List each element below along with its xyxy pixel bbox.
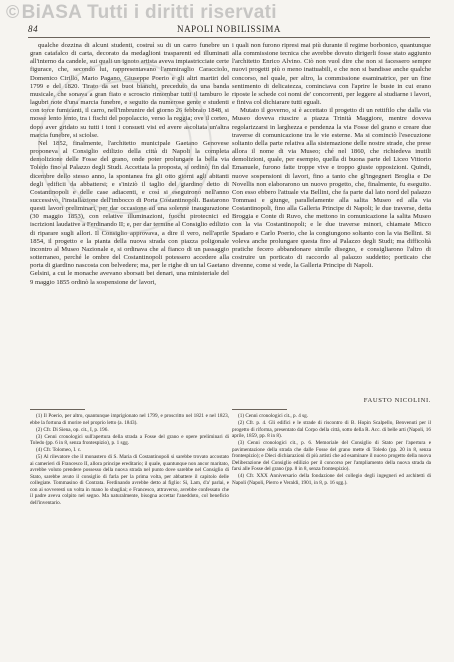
- author-signature: FAUSTO NICOLINI.: [363, 397, 431, 404]
- footnote: (3) Cenni cronologici sull'apertura della strada a Fosse del grano e opere preliminari di Toledo (pp. 6 in 8, senza frontespizio), p. 1 sgg.: [30, 433, 229, 446]
- paragraph: Mutato il governo, si è accettato il progetto di un rettifilo che dalla via Museo doveva riuscire a piazza Trinità Maggiore, mentre doveva regolarizzarsi in larghezza e pendenza la via Fosse del grano e creare due traverse di comunicazione tra le vie esterne. Ma si cominciò l'esecuzione soltanto della parte relativa alla sistemazione delle nostre strade, che prese allora il nome di via Museo; ché nel 1860, che richiedeva inutili demolizioni, quale, per esempio, quella di buona parte del Liceo Vittorio Emanuele, furono fatte troppe vive e troppo giuste opposizioni. Quindi, nuove sospensioni di lavori, fino a tanto che gl'ingegneri Broglia e De Novellis non elaborarono un nuovo progetto, che, finalmente, fu eseguito. Con esso ebbero l'attuale via Bellini, che fa parte dal lato nord del palazzo Tommasi e giunge, parallelamente alla salita Museo ed alla via Costantinopoli, fino alla Galleria Principe di Napoli; le due traverse, detta Broggia e Conte di Ruvo, che mettono in comunicazione la salita Museo con la via Costantinopoli; e le due traverse minori, chiamate Micco Spadaro e Carlo Poerio, che la congiungono soltanto con la via Bellini. Si voleva anche prolungare questa fino al Palazzo degli Studi; ma difficoltà pratiche fecero abbandonare simile disegno, e consigliarono l'altro di costruire un porticato di raccordo al palazzo suddetto; porticato che divenne, come si vede, la Galleria Principe di Napoli.: [232, 107, 431, 270]
- footnote: (2) Cfr. Di Siena, op. cit., I, p. 196.: [36, 426, 109, 433]
- footnote: (1) Il Poerio, per altro, quantunque imprigionato nel 1799, e proscritto nel 1821 e nel 1823, ebbe la fortuna di morire nel proprio letto (a. 1843).: [30, 413, 229, 426]
- footnote-rule: [232, 409, 287, 410]
- watermark: [6, 2, 277, 24]
- footnote: (4) Cfr. Tolomeo, I. c.: [36, 447, 82, 453]
- watermark-seal-inner: [58, 80, 192, 214]
- footnote: (3) Cenni cronologici cit., p. 6. Memoriale del Consiglio di Stato per l'apertura e pavimentazione della strada che dalle Fosse del grano mette di Toledo (pp. 20 in 8, senza frontespizio); e Dieci dichiarazioni di più artisti che ad esaminare il nuovo progetto della nuova Deliberazione del Consiglio edilizio per il concorso per l'ampliamento della nuova strada da farsi alle Fosse del grano (pp. 8 in 8, senza frontespizio).: [232, 440, 431, 472]
- paragraph: i quali non furono ripresi mai più durante il regime borbonico, quantunque alla commissione tecnica che avrebbe dovuto dirigerli fosse stato aggiunto l'architetto Enrico Alvino. Ciò non vuol dire che non si facessero sempre nuovi progetti più o meno inattuabili, e che non si bandisse anche qualche concorso, nel quale, per altro, la commissione esaminatrice, per un fine sentimento di delicatezza, cominciava con l'aprire le buste in cui erano riposte le schede coi nomi de' concorrenti, per leggere al studiarne i lavori, e finiva col dichiarare tutti eguali.: [232, 42, 431, 107]
- running-header: [28, 24, 430, 38]
- paragraph: qualche dozzina di alcuni studenti, costruì su di un carro funebre un gran catafalco di carta, decorato da medaglioni trasparenti ed illuminati all'interno da candele, sui quali un ignoto artista aveva impiastricciate certe figurace, che, secondo lui, rappresentavano l'ammiraglio Caracciolo, Domenico Cirillo, Mario Pagano, Giuseppe Poerio e gli altri martiri del 1799 e del 1820. Tirato da sei buoi bianchi, preceduto da una banda musicale, che sonava a gran fiato e scroscio rimombar tutti il tamburo le lagubri note d'una marcia funebre, e seguito da numerose gente e studenti con torce fumicanti, il carro, nell'imbrunire del giorno 26 febbraio 1848, si mosse lento lento, tra i fischi del popolaccio, verso la reggia; ove il corteo, dopo aver gridato su tutti i toni i consueti visi ed avere ascoltata un'altra marcia funebre, si sciolse.: [30, 42, 229, 139]
- footnote: (1) Cenni cronologici cit., p. 4 sg.: [238, 413, 309, 419]
- paragraph: Nel 1852, finalmente, l'architetto municipale Gaetano Genovese proponeva al Consiglio edilizio della città di Napoli la completa demolizione delle Fosse del grano, onde poter prolungare la bella via Toledo fino al Palazzo degli Studi. Accettata la proposta, si ordinò, fin dal dicembre dello stesso anno, la spontanea fra gli otto giorni agli abitanti degli edificii da abbattersi; e s'iniziò il taglio del giardino detto di Costantinopoli e delle case adiacenti, e così si eseguirono nell'anno successivo, l'installazione dell'imbocco di Porta Costantinopoli. Bastarono questi lavori preliminari, per dar occasione ad una solenne inaugurazione (30 maggio 1853), con relative illuminazioni, fuochi pirotecnici ed iscrizioni laudative a Ferdinando II; e, per dar termine al Consiglio edilizio di riparare sugli allori. Il Consiglio approvava, a dire il vero, nell'aprile 1854, il progetto e la pianta della nuova strada con piazza poligonale incontro al Museo Nazionale e, si ordinava che al fianco di un passaggio sotterraneo, perché le ombre del Costantinopoli potessero accedere alla porta di giardino nascosta con belvedere; ma, per le righe di un tal Gaetano Gelsini, a cui le monache avevano sborsati bei denari, una ministeriale del 9 maggio 1855 ordinò la sospensione de' lavori,: [30, 139, 229, 286]
- footnotes-left: [30, 413, 229, 653]
- footnote: (4) Cfr. XXX Anniversario della fondazione del collegio degli ingegneri ed architetti di Napoli (Napoli, Pierro e Veraldi, 1901, in 8, p. 16 sgg.).: [232, 473, 431, 486]
- page-number: 84: [28, 24, 39, 34]
- footnote: (2) Cfr. p. 4. Gli edifici e le strade di riscontro di B. Hopin Scalpello, Benvenuti per il progetto di riforma, presentato dal Corpo della città, sotto della R. Acc. di belle arti (Napoli, 16 aprile, 1859, pp. 8 in 8).: [232, 420, 431, 439]
- watermark-text: BiASA Tutti i diritti riservati: [21, 2, 277, 23]
- footnote: (5) Al rilevatore che il monastero di S. Maria di Costantinopoli si sarebbe trovato accostato ai camerieri di Francesco II, allora principe ereditario; il quale, quantunque non ancor maritato, avrebbe voluto prendere possesso della nuova strada nel punto dove sarebbe nel Consiglio di Stato, sarebbe avuto il consiglio di farla per la prima volta, per abbattere il capitolo delle collegiate. Tommasino di Contrata. Ferdinando avrebbe detto al figlio: Si, Lam, d'a' parlai, e con ai sovveresti un volta in mano lo sbagliai; e Francesco, attraverso, avrebbe confessato che il padre aveva colpito nel segno. Ma naturalmente, bisogna accettar l'aneddoto, col beneficio dell'inventario.: [30, 454, 229, 506]
- header-rule: [28, 37, 430, 38]
- running-title: NAPOLI NOBILISSIMA: [176, 24, 282, 34]
- footnotes-right: [232, 413, 431, 653]
- footnote-rule: [30, 409, 85, 410]
- copyright-icon: ©: [6, 2, 20, 22]
- right-column: [232, 42, 431, 394]
